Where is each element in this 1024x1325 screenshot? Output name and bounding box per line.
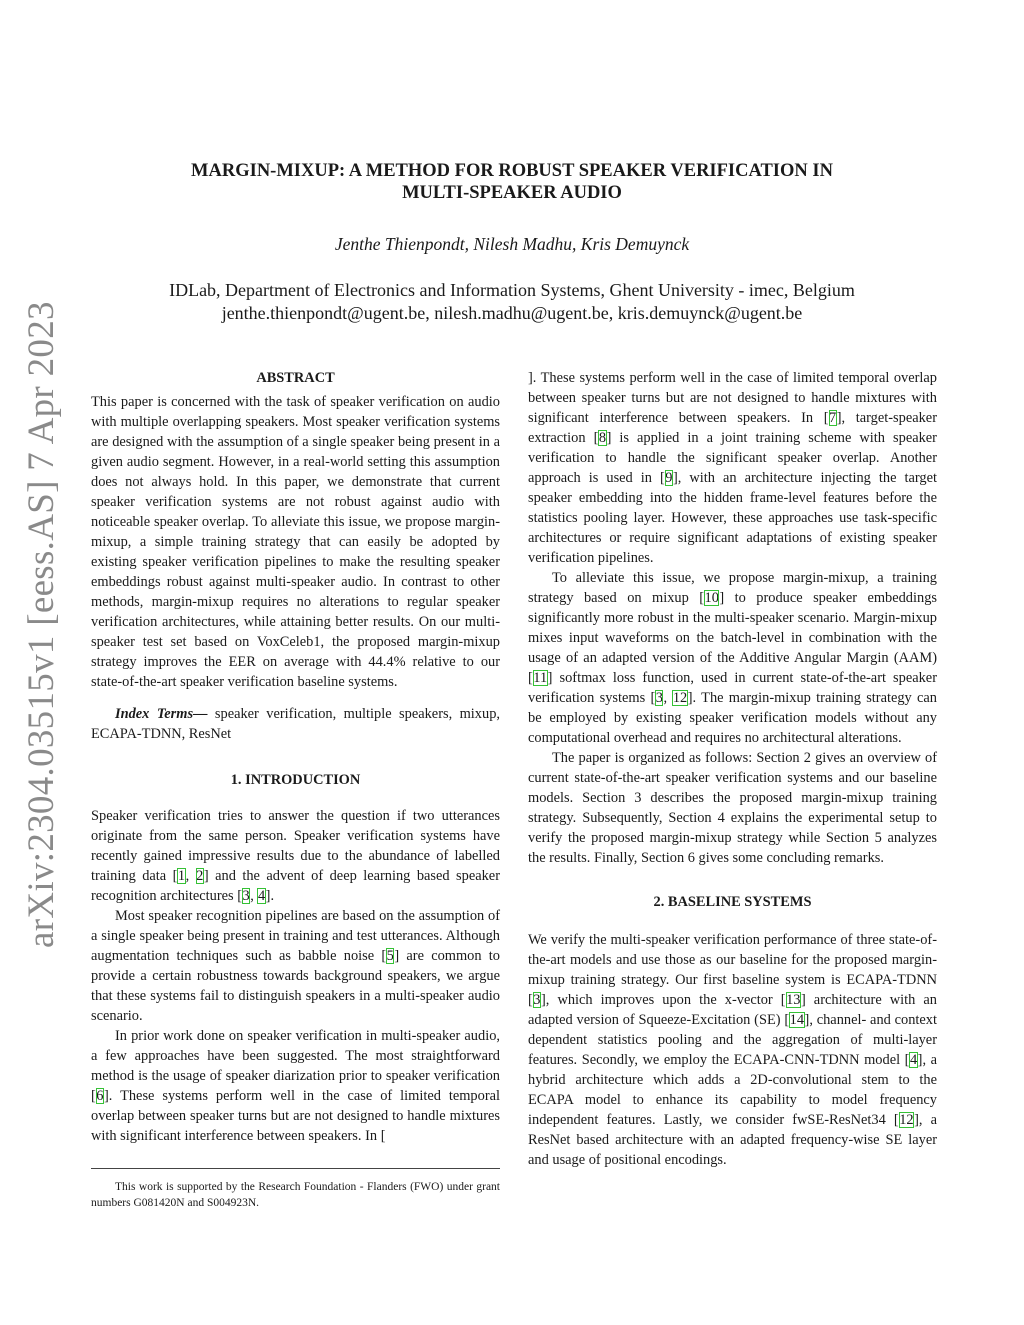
- citation-link[interactable]: 12: [899, 1112, 914, 1128]
- citation-link[interactable]: 7: [829, 410, 837, 426]
- citation-link[interactable]: 6: [96, 1088, 104, 1104]
- abstract-heading: ABSTRACT: [256, 370, 335, 386]
- affiliation: IDLab, Department of Electronics and Information Systems, Ghent University - imec, Belgium: [169, 280, 855, 300]
- citation-link[interactable]: 3: [533, 992, 541, 1008]
- abstract-text: This paper is concerned with the task of speaker verification on audio with multiple overlapping speakers. Most speaker verification systems are designed with the assumption of a single speaker being present in a given audio segment. However, in a real-world setting this assumption does not always hold. In this paper, we demonstrate that current speaker verification systems are not robust against audio with noticeable speaker overlap. To alleviate this issue, we propose margin-mixup, a simple training strategy that can easily be adopted by existing speaker verification pipelines to make the resulting speaker embeddings robust against multi-speaker audio. In contrast to other methods, margin-mixup requires no alterations to regular speaker verification architectures, while attaining better results. On our multi-speaker test set based on VoxCeleb1, the proposed margin-mixup strategy improves the EER on average with 44.4% relative to our state-of-the-art speaker verification baseline systems.: [91, 394, 500, 690]
- citation-link[interactable]: 3: [242, 888, 250, 904]
- right-column: [528, 368, 937, 1170]
- intro-paragraph-1: Speaker verification tries to answer the question if two utterances originate from the same person. Speaker verification systems have recently gained impressive results due to the abundance of labelled training data [1, 2] and the advent of deep learning based speaker recognition architectures [3, 4].: [91, 808, 500, 904]
- citation-link[interactable]: 11: [533, 670, 548, 686]
- citation-link[interactable]: 9: [665, 470, 673, 486]
- index-terms-text: speaker verification, multiple speakers, mixup, ECAPA-TDNN, ResNet: [91, 706, 500, 742]
- intro-paragraph-3: In prior work done on speaker verification in multi-speaker audio, a few approaches have been suggested. The most straightforward method is the usage of speaker diarization prior to speaker verification [6]. These systems perform well in the case of limited temporal overlap between speaker turns but are not designed to handle mixtures with significant interference between speakers. In [: [91, 1028, 500, 1144]
- baseline-paragraph-1: We verify the multi-speaker verification performance of three state-of-the-art models and use those as our baseline for the proposed margin-mixup training strategy. Our first baseline system is ECAPA-TDNN [3], which improves upon the x-vector [13] architecture with an adapted version of Squeeze-Excitation (SE) [14], channel- and context dependent statistics pooling and the aggregation of multi-layer features. Secondly, we employ the ECAPA-CNN-TDNN model [4], a hybrid architecture which adds a 2D-convolutional stem to the ECAPA model to enhance its capability to model frequency independent features. Lastly, we consider fwSE-ResNet34 [12], a ResNet based architecture with an adapted frequency-wise SE layer and usage of positional encodings.: [528, 932, 938, 1168]
- author-list: Jenthe Thienpondt, Nilesh Madhu, Kris Demuynck: [334, 234, 690, 254]
- citation-link[interactable]: 13: [786, 992, 801, 1008]
- title-line-1: MARGIN-MIXUP: A METHOD FOR ROBUST SPEAKER VERIFICATION IN: [191, 161, 833, 181]
- section-heading-baseline-systems: 2. BASELINE SYSTEMS: [653, 894, 812, 910]
- intro-paragraph-5: The paper is organized as follows: Section 2 gives an overview of current state-of-the-art speaker verification systems and our baseline models. Section 3 describes the proposed margin-mixup training strategy. Subsequently, Section 4 explains the experimental setup to verify the proposed margin-mixup strategy while Section 5 analyzes the results. Finally, Section 6 gives some concluding remarks.: [528, 750, 937, 866]
- footnote: [91, 1168, 500, 1211]
- index-terms: [91, 704, 500, 744]
- citation-link[interactable]: 8: [598, 430, 607, 446]
- citation-link[interactable]: 2: [196, 868, 204, 884]
- intro-paragraph-3-continued: ]. These systems perform well in the case of limited temporal overlap between speaker turns but are not designed to handle mixtures with significant interference between speakers. In [7], target-speaker extraction [8] is applied in a joint training scheme with speaker verification to handle the significant speaker overlap. Another approach is used in [9], with an architecture injecting the target speaker embedding into the hidden frame-level features before the statistics pooling layer. However, these approaches use task-specific architectures or require significant adaptations of existing speaker verification pipelines.: [528, 370, 937, 566]
- author-emails: jenthe.thienpondt@ugent.be, nilesh.madhu@ugent.be, kris.demuynck@ugent.be: [221, 303, 803, 323]
- title-line-2: MULTI-SPEAKER AUDIO: [402, 183, 622, 203]
- funding-note: This work is supported by the Research Foundation - Flanders (FWO) under grant numbers G081420N and S004923N.: [91, 1181, 500, 1209]
- intro-paragraph-2: Most speaker recognition pipelines are based on the assumption of a single speaker being present in training and test utterances. Although augmentation techniques such as babble noise [5] are common to provide a certain robustness towards background speakers, we argue that these systems fail to distinguish speakers in a multi-speaker audio scenario.: [91, 908, 500, 1024]
- citation-link[interactable]: 1: [177, 868, 186, 884]
- affiliation-block: [60, 279, 964, 325]
- citation-link[interactable]: 12: [672, 690, 688, 706]
- citation-link[interactable]: 5: [386, 948, 394, 964]
- index-terms-label: Index Terms—: [115, 706, 208, 722]
- arxiv-identifier: arXiv:2304.03515v1 [eess.AS] 7 Apr 2023: [21, 301, 62, 948]
- left-column: [91, 368, 500, 1146]
- citation-link[interactable]: 4: [909, 1052, 918, 1068]
- citation-link[interactable]: 3: [655, 690, 663, 706]
- citation-link[interactable]: 10: [704, 590, 719, 606]
- citation-link[interactable]: 14: [789, 1012, 805, 1028]
- paper-title: [100, 160, 924, 204]
- section-heading-introduction: 1. INTRODUCTION: [230, 772, 361, 788]
- citation-link[interactable]: 4: [257, 888, 266, 904]
- intro-paragraph-4: To alleviate this issue, we propose margin-mixup, a training strategy based on mixup [10] to produce speaker embeddings significantly more robust in the multi-speaker scenario. Margin-mixup mixes input waveforms on the batch-level in combination with the usage of an adapted version of the Additive Angular Margin (AAM) [11] softmax loss function, used in current state-of-the-art speaker verification systems [3, 12]. The margin-mixup training strategy can be employed by existing speaker verification models without any computational overhead and requires no architectural alterations.: [528, 570, 938, 746]
